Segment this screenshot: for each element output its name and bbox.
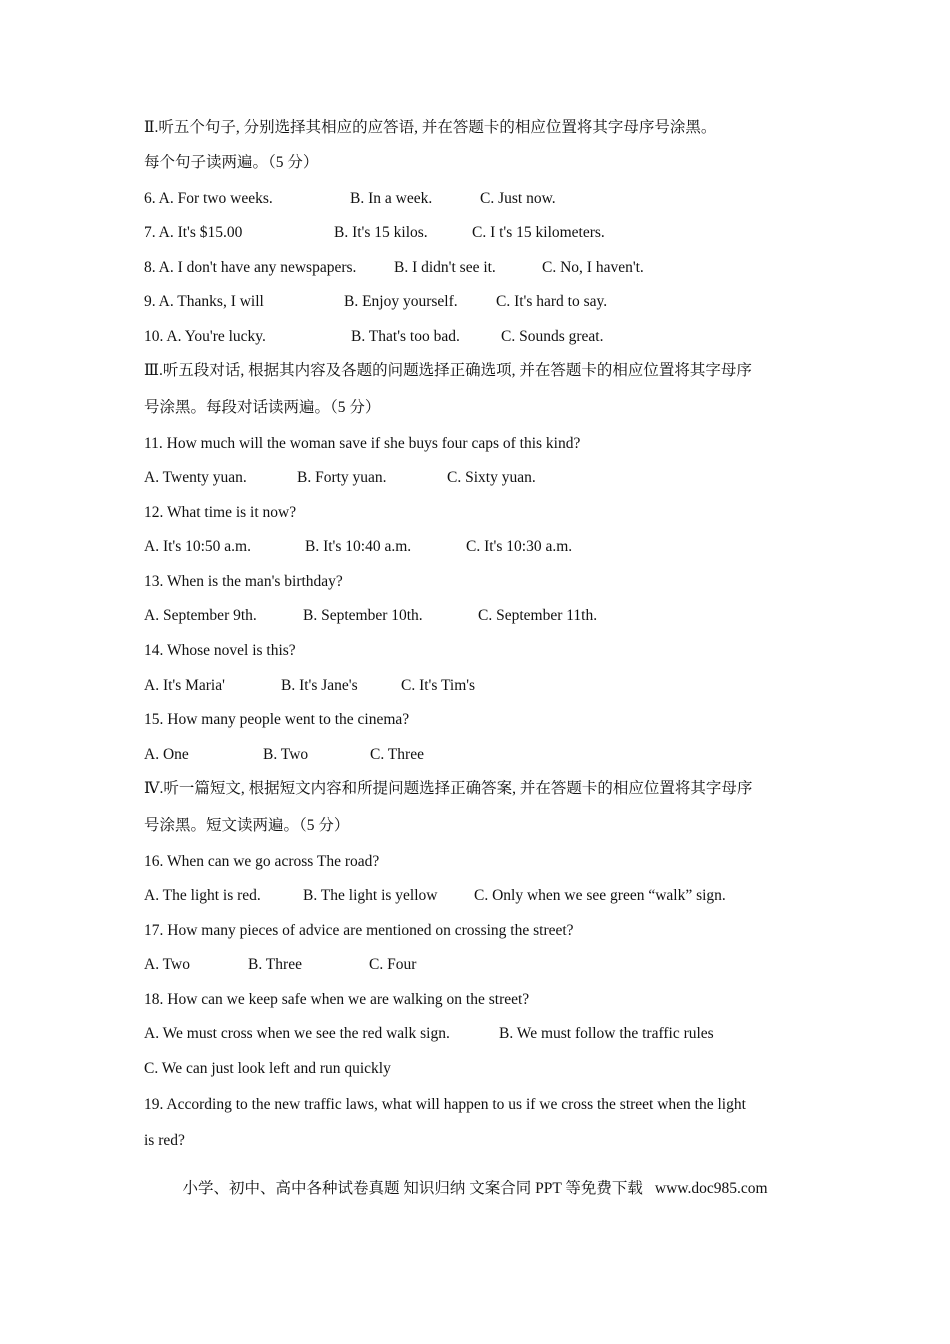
question-11-text: 11. How much will the woman save if she buys four caps of this kind?	[144, 435, 581, 452]
q11-option-c: C. Sixty yuan.	[447, 469, 536, 486]
section-3-instruction-line-1: Ⅲ.听五段对话, 根据其内容及各题的问题选择正确选项, 并在答题卡的相应位置将其字母序	[144, 362, 752, 379]
q18-option-a: A. We must cross when we see the red walk sign.	[144, 1025, 450, 1042]
question-16-text: 16. When can we go across The road?	[144, 853, 380, 870]
q9-option-c: C. It's hard to say.	[496, 293, 608, 310]
q10-option-a: 10. A. You're lucky.	[144, 328, 266, 345]
section-2-instruction-line-2: 每个句子读两遍。（5 分）	[144, 154, 319, 171]
section-2-instruction-line-1: Ⅱ.听五个句子, 分别选择其相应的应答语, 并在答题卡的相应位置将其字母序号涂黑。	[144, 119, 717, 136]
question-12-text: 12. What time is it now?	[144, 504, 297, 521]
q17-option-c: C. Four	[369, 956, 417, 973]
q6-option-c: C. Just now.	[480, 190, 556, 207]
q11-option-a: A. Twenty yuan.	[144, 469, 247, 486]
q17-option-a: A. Two	[144, 956, 190, 973]
q16-option-b: B. The light is yellow	[303, 887, 438, 904]
q18-option-b: B. We must follow the traffic rules	[499, 1025, 714, 1042]
q14-option-a: A. It's Maria'	[144, 677, 225, 694]
q12-option-c: C. It's 10:30 a.m.	[466, 538, 573, 555]
q15-option-c: C. Three	[370, 746, 424, 763]
q13-option-c: C. September 11th.	[478, 607, 598, 624]
q18-option-c: C. We can just look left and run quickly	[144, 1060, 391, 1077]
q8-option-c: C. No, I haven't.	[542, 259, 644, 276]
question-18-text: 18. How can we keep safe when we are walking on the street?	[144, 991, 530, 1008]
footer-url: www.doc985.com	[654, 1180, 768, 1197]
q8-option-b: B. I didn't see it.	[394, 259, 496, 276]
q17-option-b: B. Three	[248, 956, 302, 973]
q6-option-a: 6. A. For two weeks.	[144, 190, 273, 207]
question-17-text: 17. How many pieces of advice are mentioned on crossing the street?	[144, 922, 574, 939]
section-3-instruction-line-2: 号涂黑。每段对话读两遍。（5 分）	[144, 399, 381, 416]
q6-option-b: B. In a week.	[350, 190, 433, 207]
q13-option-a: A. September 9th.	[144, 607, 257, 624]
question-19-text-line-2: is red?	[144, 1132, 185, 1149]
section-4-instruction-line-1: Ⅳ.听一篇短文, 根据短文内容和所提问题选择正确答案, 并在答题卡的相应位置将其字母序	[144, 780, 753, 797]
q14-option-c: C. It's Tim's	[401, 677, 476, 694]
q10-option-b: B. That's too bad.	[351, 328, 460, 345]
q15-option-b: B. Two	[263, 746, 309, 763]
q11-option-b: B. Forty yuan.	[297, 469, 387, 486]
q14-option-b: B. It's Jane's	[281, 677, 358, 694]
question-19-text-line-1: 19. According to the new traffic laws, what will happen to us if we cross the street when the light	[144, 1096, 746, 1113]
q12-option-a: A. It's 10:50 a.m.	[144, 538, 251, 555]
question-15-text: 15. How many people went to the cinema?	[144, 711, 410, 728]
q9-option-b: B. Enjoy yourself.	[344, 293, 458, 310]
q9-option-a: 9. A. Thanks, I will	[144, 293, 264, 310]
q16-option-a: A. The light is red.	[144, 887, 261, 904]
q15-option-a: A. One	[144, 746, 189, 763]
question-13-text: 13. When is the man's birthday?	[144, 573, 343, 590]
page-footer	[0, 1176, 950, 1198]
section-4-instruction-line-2: 号涂黑。短文读两遍。（5 分）	[144, 817, 350, 834]
q12-option-b: B. It's 10:40 a.m.	[305, 538, 412, 555]
q7-option-b: B. It's 15 kilos.	[334, 224, 428, 241]
q10-option-c: C. Sounds great.	[501, 328, 604, 345]
q13-option-b: B. September 10th.	[303, 607, 423, 624]
q8-option-a: 8. A. I don't have any newspapers.	[144, 259, 357, 276]
footer-text: 小学、初中、高中各种试卷真题 知识归纳 文案合同 PPT 等免费下载	[182, 1180, 643, 1197]
q16-option-c: C. Only when we see green “walk” sign.	[474, 887, 726, 904]
q7-option-c: C. I t's 15 kilometers.	[472, 224, 605, 241]
question-14-text: 14. Whose novel is this?	[144, 642, 296, 659]
q7-option-a: 7. A. It's $15.00	[144, 224, 243, 241]
